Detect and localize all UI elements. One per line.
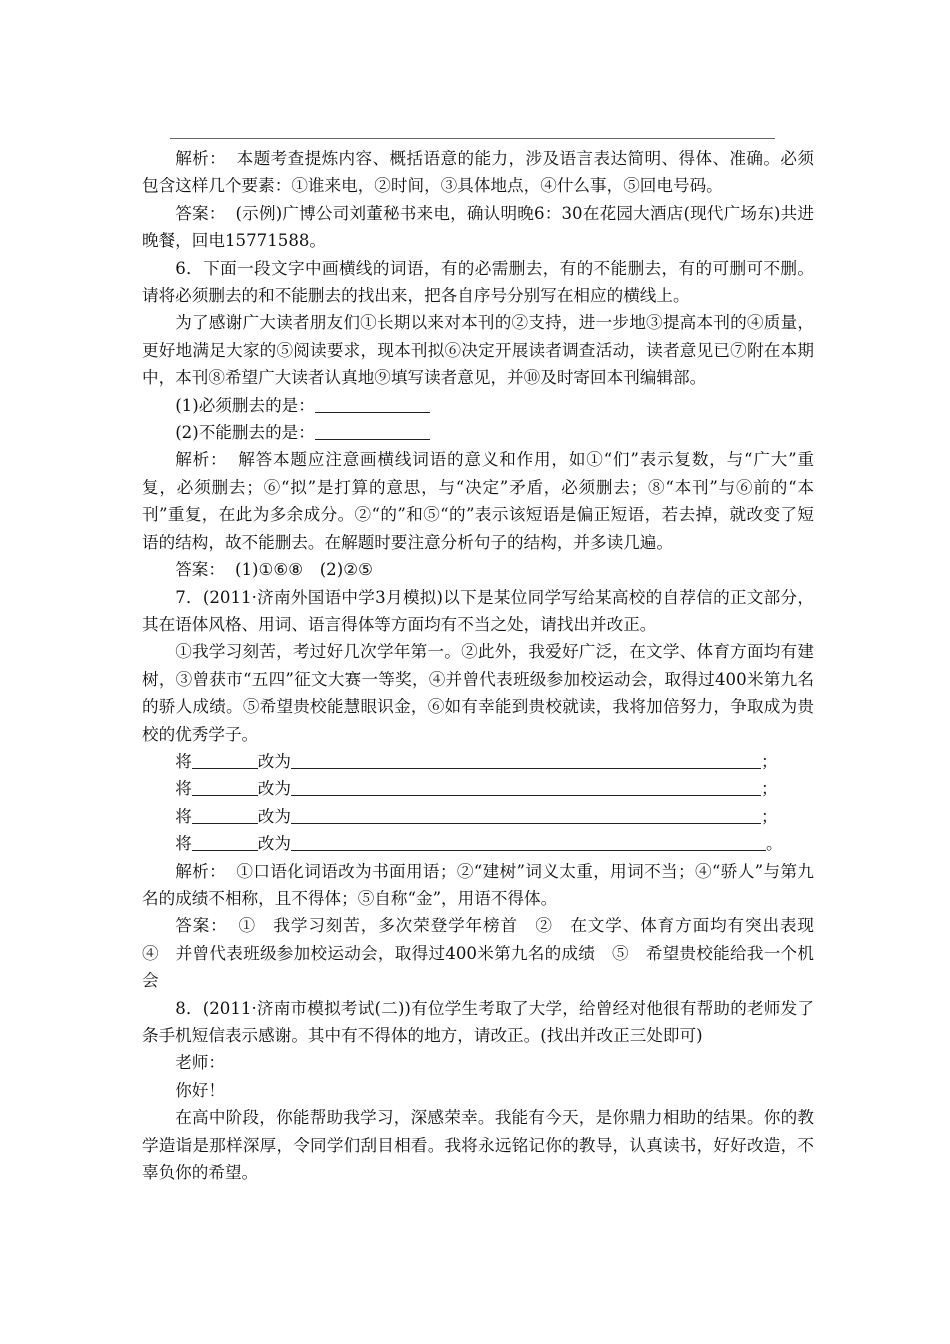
answer-blank[interactable] bbox=[192, 805, 258, 824]
q6-answer: 答案： (1)①⑥⑧ (2)②⑤ bbox=[175, 560, 373, 580]
q8-greeting: 老师： bbox=[175, 1053, 225, 1073]
q7-answer: 答案： ① 我学习刻苦，多次荣登学年榜首 ② 在文学、体育方面均有突出表现 ④ 并曾代表班级参加校运动会，取得过400米第九名的成绩 ⑤ 希望贵校能给我一个机会 bbox=[142, 916, 831, 991]
answer-blank[interactable] bbox=[291, 750, 761, 769]
q7-stem: 7．(2011·济南外国语中学3月模拟)以下是某位同学写给某高校的自荐信的正文部分，其在语体风格、用词、语言得体等方面均有不当之处，请找出并改正。 bbox=[142, 587, 814, 634]
answer-blank[interactable] bbox=[192, 750, 258, 769]
answer-blank[interactable] bbox=[315, 394, 430, 413]
answer-blank[interactable] bbox=[192, 777, 258, 796]
q7-fill-line: 将 改为 ； bbox=[175, 779, 778, 799]
q8-salutation: 你好！ bbox=[175, 1080, 225, 1100]
answer-blank[interactable] bbox=[291, 832, 766, 851]
q6-blank-2: (2)不能删去的是： bbox=[142, 419, 814, 446]
answer-blank[interactable] bbox=[315, 421, 430, 440]
answer-blank[interactable] bbox=[291, 805, 761, 824]
q6-stem: 6．下面一段文字中画横线的词语，有的必需删去，有的不能删去，有的可删可不删。请将必须删去的和不能删去的找出来，把各自序号分别写在相应的横线上。 bbox=[142, 258, 814, 306]
q7-fill-line: 将 改为 ； bbox=[175, 751, 778, 771]
q6-blank-1: (1)必须删去的是： bbox=[142, 392, 814, 419]
q6-passage: 为了感谢广大读者朋友们①长期以来对本刊的②支持，进一步地③提高本刊的④质量，更好地满足大家的⑤阅读要求，现本刊拟⑥决定开展读者调查活动，读者意见已⑦附在本期中，本刊⑧希望广大读者认真地⑨填写读者意见，并⑩及时寄回本刊编辑部。 bbox=[142, 313, 814, 388]
q5-analysis: 解析： 本题考查提炼内容、概括语意的能力，涉及语言表达简明、得体、准确。必须包含这样几个要素：①谁来电，②时间，③具体地点，④什么事，⑤回电号码。 bbox=[142, 149, 815, 196]
q7-analysis: 解析： ①口语化词语改为书面用语；②“建树”词义太重，用词不当；④“骄人”与第九名的成绩不相称，且不得体；⑤自称“金”，用语不得体。 bbox=[142, 861, 815, 908]
q7-fill-line: 将 改为 ； bbox=[175, 806, 778, 826]
q8-body: 在高中阶段，你能帮助我学习，深感荣幸。我能有今天，是你鼎力相助的结果。你的教学造诣是那样深厚，令同学们刮目相看。我将永远铭记你的教导，认真读书，好好改造，不辜负你的希望。 bbox=[142, 1108, 814, 1183]
q8-stem: 8．(2011·济南市模拟考试(二))有位学生考取了大学，给曾经对他很有帮助的老师发了条手机短信表示感谢。其中有不得体的地方，请改正。(找出并改正三处即可) bbox=[142, 998, 814, 1045]
answer-blank[interactable] bbox=[192, 832, 258, 851]
q6-analysis: 解析： 解答本题应注意画横线词语的意义和作用，如①“们”表示复数，与“广大”重复，必须删去；⑥“拟”是打算的意思，与“决定”矛盾，必须删去；⑧“本刊”与⑥前的“本刊”重复，在此为多余成分。②“的”和⑤“的”表示该短语是偏正短语，若去掉，就改变了短语的结构，故不能删去。在解题时要注意分析句子的结构，并多读几遍。 bbox=[142, 450, 815, 552]
q5-answer: 答案： (示例)广博公司刘董秘书来电，确认明晚6：30在花园大酒店(现代广场东)共进晚餐，回电15771588。 bbox=[142, 203, 814, 251]
document-body bbox=[142, 145, 831, 1186]
q7-fill-line: 将 改为 。 bbox=[175, 834, 783, 854]
top-rule bbox=[170, 138, 775, 139]
answer-blank[interactable] bbox=[291, 777, 761, 796]
q7-passage: ①我学习刻苦，考过好几次学年第一。②此外，我爱好广泛，在文学、体育方面均有建树，③曾获市“五四”征文大赛一等奖，④并曾代表班级参加校运动会，取得过400米第九名的骄人成绩。⑤希望贵校能慧眼识金，⑥如有幸能到贵校就读，我将加倍努力，争取成为贵校的优秀学子。 bbox=[142, 642, 814, 744]
